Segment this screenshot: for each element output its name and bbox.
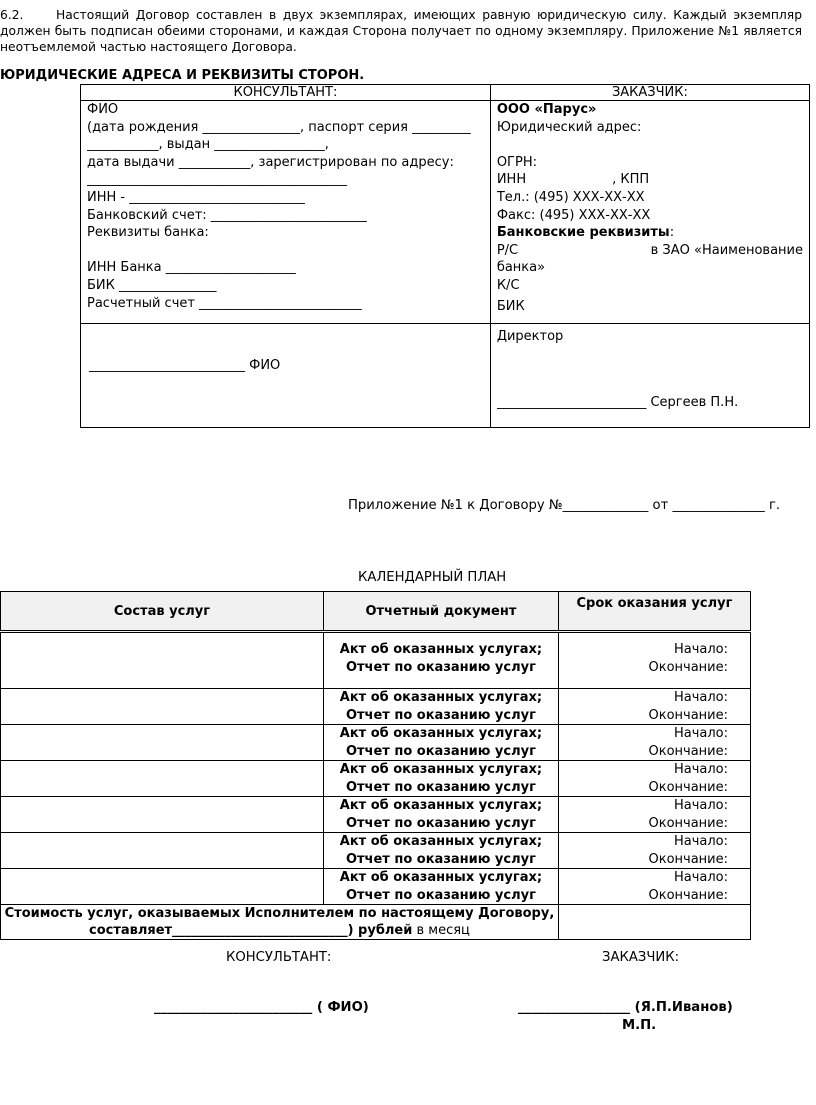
report-doc: Отчет по оказанию услуг xyxy=(345,707,536,723)
signature-consultant-label: КОНСУЛЬТАНТ: xyxy=(226,950,332,965)
table-row xyxy=(1,632,751,689)
table-row xyxy=(1,761,751,797)
customer-bank-colon: : xyxy=(669,225,675,241)
report-act: Акт об оказанных услугах; xyxy=(339,834,543,849)
term-end: Окончание: xyxy=(648,743,728,759)
report-doc: Отчет по оказанию услуг xyxy=(345,743,536,759)
report-doc: Отчет по оказанию услуг xyxy=(345,815,536,831)
consultant-line: ___________, выдан _________________, xyxy=(87,137,329,153)
table-row xyxy=(1,797,751,833)
consultant-line: ИНН - ___________________________ xyxy=(87,189,305,205)
term-end: Окончание: xyxy=(648,887,728,903)
total-cost-cell xyxy=(1,905,559,940)
header-services: Состав услуг xyxy=(1,592,324,632)
report-act: Акт об оказанных услугах; xyxy=(339,726,543,741)
customer-header: ЗАКАЗЧИК: xyxy=(490,85,809,101)
consultant-line: ________________________________________ xyxy=(87,172,347,188)
consultant-line xyxy=(87,242,484,260)
term-start: Начало: xyxy=(673,870,728,885)
consultant-line: Банковский счет: ________________________ xyxy=(87,207,367,223)
consultant-details xyxy=(81,101,491,324)
header-term: Срок оказания услуг xyxy=(558,592,750,632)
term-start: Начало: xyxy=(673,690,728,705)
report-act: Акт об оказанных услугах; xyxy=(339,762,543,777)
report-act: Акт об оказанных услугах; xyxy=(339,870,543,885)
total-cost-line1: Стоимость услуг, оказываемых Исполнителем по настоящему Договору, xyxy=(4,906,555,921)
customer-fax: Факс: (495) ХХХ-ХХ-ХХ xyxy=(496,207,651,223)
service-cell xyxy=(1,797,324,833)
calendar-plan-table xyxy=(0,591,751,940)
director-label: Директор xyxy=(496,329,564,344)
report-doc: Отчет по оказанию услуг xyxy=(345,851,536,867)
requisites-table xyxy=(80,84,810,428)
consultant-line: ИНН Банка ____________________ xyxy=(87,260,296,276)
table-row xyxy=(1,869,751,905)
customer-bank-label: Банковские реквизиты xyxy=(496,225,670,241)
service-cell xyxy=(1,689,324,725)
clause-number: 6.2. xyxy=(0,8,24,22)
consultant-header: КОНСУЛЬТАНТ: xyxy=(81,85,491,101)
customer-phone: Тел.: (495) ХХХ-ХХ-ХХ xyxy=(496,189,645,205)
director-sign-cell xyxy=(490,324,809,428)
table-row xyxy=(1,833,751,869)
report-doc: Отчет по оказанию услуг xyxy=(345,659,536,675)
service-cell xyxy=(1,869,324,905)
calendar-plan-title: КАЛЕНДАРНЫЙ ПЛАН xyxy=(358,570,507,585)
customer-name: ООО «Парус» xyxy=(496,102,597,117)
consultant-line: ФИО xyxy=(87,102,119,117)
customer-inn: ИНН xyxy=(496,172,527,188)
requisites-heading: ЮРИДИЧЕСКИЕ АДРЕСА И РЕКВИЗИТЫ СТОРОН. xyxy=(0,68,365,83)
service-cell xyxy=(1,725,324,761)
clause-6-2 xyxy=(0,7,802,56)
consultant-line: Расчетный счет _________________________ xyxy=(87,295,362,311)
report-doc: Отчет по оказанию услуг xyxy=(345,887,536,903)
service-cell xyxy=(1,632,324,689)
customer-bank-name: в ЗАО «Наименование xyxy=(650,242,803,258)
service-cell xyxy=(1,833,324,869)
report-doc: Отчет по оказанию услуг xyxy=(345,779,536,795)
customer-rs-row xyxy=(497,242,803,260)
customer-inn-row xyxy=(497,171,803,189)
appendix-title: Приложение №1 к Договору №_____________ от ______________ г. xyxy=(348,498,781,513)
customer-ks: К/С xyxy=(496,277,520,293)
clause-text: Настоящий Договор составлен в двух экземплярах, имеющих равную юридическую силу. Каждый экземпляр должен быть подписан обеими сторонами, и каждая Сторона получает по одному экземпляру. Приложение №1 является неотъемлемой частью настоящего Договора. xyxy=(0,8,802,55)
total-cost-line2: составляет___________________________) рублей xyxy=(88,923,413,938)
term-start: Начало: xyxy=(673,726,728,741)
customer-address: Юридический адрес: xyxy=(496,119,642,135)
stamp-label: М.П. xyxy=(622,1018,657,1033)
table-row xyxy=(1,689,751,725)
customer-details xyxy=(490,101,809,324)
term-start: Начало: xyxy=(673,834,728,849)
consultant-line: (дата рождения _______________, паспорт серия _________ xyxy=(87,119,471,135)
customer-kpp: , КПП xyxy=(612,172,650,188)
report-act: Акт об оказанных услугах; xyxy=(339,642,543,657)
term-start: Начало: xyxy=(673,762,728,777)
customer-bik: БИК xyxy=(496,298,525,314)
report-act: Акт об оказанных услугах; xyxy=(339,690,543,705)
term-start: Начало: xyxy=(673,642,728,657)
term-end: Окончание: xyxy=(648,659,728,675)
signature-customer-line: _________________ (Я.П.Иванов) xyxy=(518,1000,733,1015)
signature-consultant-line: ________________________ ( ФИО) xyxy=(154,1000,369,1015)
total-row xyxy=(1,905,751,940)
consultant-line: дата выдачи ___________, зарегистрирован по адресу: xyxy=(87,154,454,170)
total-empty-cell xyxy=(558,905,750,940)
service-cell xyxy=(1,761,324,797)
header-report: Отчетный документ xyxy=(323,592,558,632)
term-end: Окончание: xyxy=(648,815,728,831)
term-start: Начало: xyxy=(673,798,728,813)
consultant-sign-cell xyxy=(81,324,491,428)
consultant-line: Реквизиты банка: xyxy=(87,225,209,241)
table-row xyxy=(1,725,751,761)
customer-bank-name-cont: банка» xyxy=(496,260,546,276)
term-end: Окончание: xyxy=(648,707,728,723)
term-end: Окончание: xyxy=(648,851,728,867)
customer-ogrn: ОГРН: xyxy=(496,154,537,170)
consultant-line: БИК _______________ xyxy=(87,277,217,293)
customer-rs: Р/С xyxy=(496,242,519,258)
total-cost-tail: в месяц xyxy=(412,923,470,938)
term-end: Окончание: xyxy=(648,779,728,795)
director-signature: _______________________ Сергеев П.Н. xyxy=(496,394,739,410)
report-act: Акт об оказанных услугах; xyxy=(339,798,543,813)
signature-customer-label: ЗАКАЗЧИК: xyxy=(602,950,680,965)
consultant-signature: ________________________ ФИО xyxy=(89,358,281,373)
